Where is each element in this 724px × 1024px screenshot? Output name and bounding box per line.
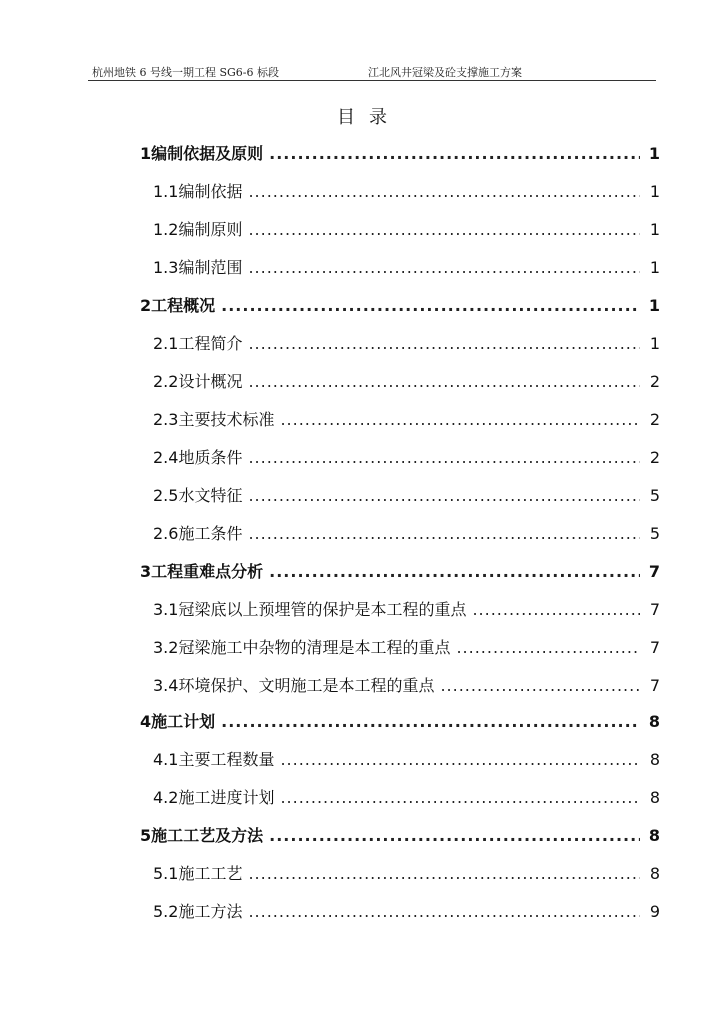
- toc-entry-page: 8: [649, 750, 660, 769]
- toc-leader-dots: [248, 372, 640, 391]
- toc-entry-label: 4施工计划: [140, 712, 216, 731]
- toc-entry[interactable]: [153, 597, 660, 621]
- toc-entry[interactable]: [153, 861, 660, 885]
- toc-leader-dots: [248, 448, 640, 467]
- toc-entry-label: 1.2编制原则: [153, 220, 243, 239]
- toc-entry-label: 5.1施工工艺: [153, 864, 243, 883]
- header-project-name: 杭州地铁 6 号线一期工程 SG6-6 标段: [92, 66, 280, 79]
- toc-entry-label: 3.4环境保护、文明施工是本工程的重点: [153, 676, 435, 695]
- toc-entry-label: 3.2冠梁施工中杂物的清理是本工程的重点: [153, 638, 451, 657]
- toc-leader-dots: [248, 486, 640, 505]
- toc-entry[interactable]: [153, 747, 660, 771]
- toc-entry-label: 5施工工艺及方法: [140, 826, 264, 845]
- toc-entry-label: 2.4地质条件: [153, 448, 243, 467]
- toc-entry-label: 2.1工程简介: [153, 334, 243, 353]
- toc-entry-page: 2: [649, 410, 660, 429]
- toc-entry[interactable]: [153, 407, 660, 431]
- toc-entry-page: 1: [649, 220, 660, 239]
- toc-entry[interactable]: [153, 217, 660, 241]
- toc-leader-dots: [248, 258, 640, 277]
- toc-entry[interactable]: [140, 293, 660, 317]
- toc-leader-dots: [280, 750, 640, 769]
- toc-entry-label: 2.6施工条件: [153, 524, 243, 543]
- toc-entry-page: 8: [649, 864, 660, 883]
- toc-entry-label: 1编制依据及原则: [140, 144, 264, 163]
- toc-title: 目录: [337, 107, 401, 128]
- toc-entry-page: 8: [648, 712, 660, 731]
- toc-entry-label: 3.1冠梁底以上预埋管的保护是本工程的重点: [153, 600, 467, 619]
- toc-entry-label: 1.1编制依据: [153, 182, 243, 201]
- toc-entry[interactable]: [153, 445, 660, 469]
- toc-entry[interactable]: [153, 673, 660, 697]
- toc-entry-page: 7: [648, 562, 660, 581]
- toc-entry-page: 7: [649, 638, 660, 657]
- toc-entry[interactable]: [140, 709, 660, 733]
- toc-entry-label: 4.1主要工程数量: [153, 750, 275, 769]
- toc-leader-dots: [456, 638, 640, 657]
- toc-entry-label: 2.3主要技术标准: [153, 410, 275, 429]
- toc-entry[interactable]: [153, 255, 660, 279]
- toc-entry[interactable]: [140, 141, 660, 165]
- toc-entry[interactable]: [153, 635, 660, 659]
- toc-leader-dots: [440, 676, 640, 695]
- toc-entry-label: 1.3编制范围: [153, 258, 243, 277]
- toc-leader-dots: [248, 902, 640, 921]
- toc-entry-page: 1: [649, 258, 660, 277]
- toc-leader-dots: [248, 220, 640, 239]
- toc-entry[interactable]: [153, 899, 660, 923]
- toc-entry-label: 3工程重难点分析: [140, 562, 264, 581]
- toc-entry-label: 5.2施工方法: [153, 902, 243, 921]
- toc-leader-dots: [472, 600, 640, 619]
- toc-entry-page: 1: [649, 334, 660, 353]
- toc-entry-page: 2: [649, 448, 660, 467]
- toc-entry-page: 9: [649, 902, 660, 921]
- toc-entry-page: 1: [648, 296, 660, 315]
- header-document-title: 江北风井冠梁及砼支撑施工方案: [368, 66, 522, 79]
- toc-entry[interactable]: [153, 521, 660, 545]
- toc-entry-label: 4.2施工进度计划: [153, 788, 275, 807]
- toc-entry[interactable]: [140, 823, 660, 847]
- toc-entry[interactable]: [153, 785, 660, 809]
- toc-leader-dots: [269, 826, 640, 845]
- toc-entry[interactable]: [153, 331, 660, 355]
- toc-entry-label: 2工程概况: [140, 296, 216, 315]
- toc-entry[interactable]: [153, 179, 660, 203]
- toc-leader-dots: [248, 864, 640, 883]
- toc-entry[interactable]: [153, 483, 660, 507]
- toc-leader-dots: [280, 410, 640, 429]
- toc-entry-page: 1: [648, 144, 660, 163]
- toc-leader-dots: [248, 334, 640, 353]
- toc-entry-page: 7: [649, 600, 660, 619]
- toc-entry-label: 2.5水文特征: [153, 486, 243, 505]
- toc-entry-page: 5: [649, 486, 660, 505]
- toc-leader-dots: [221, 296, 640, 315]
- toc-entry[interactable]: [153, 369, 660, 393]
- toc-entry-page: 2: [649, 372, 660, 391]
- toc-entry-page: 8: [649, 788, 660, 807]
- toc-leader-dots: [248, 524, 640, 543]
- toc-leader-dots: [221, 712, 640, 731]
- toc-entry-page: 8: [648, 826, 660, 845]
- toc-entry-page: 5: [649, 524, 660, 543]
- toc-entry-page: 1: [649, 182, 660, 201]
- toc-entry-label: 2.2设计概况: [153, 372, 243, 391]
- toc-entry[interactable]: [140, 559, 660, 583]
- toc-leader-dots: [269, 562, 640, 581]
- toc-entry-page: 7: [649, 676, 660, 695]
- toc-leader-dots: [269, 144, 640, 163]
- toc-leader-dots: [248, 182, 640, 201]
- toc-leader-dots: [280, 788, 640, 807]
